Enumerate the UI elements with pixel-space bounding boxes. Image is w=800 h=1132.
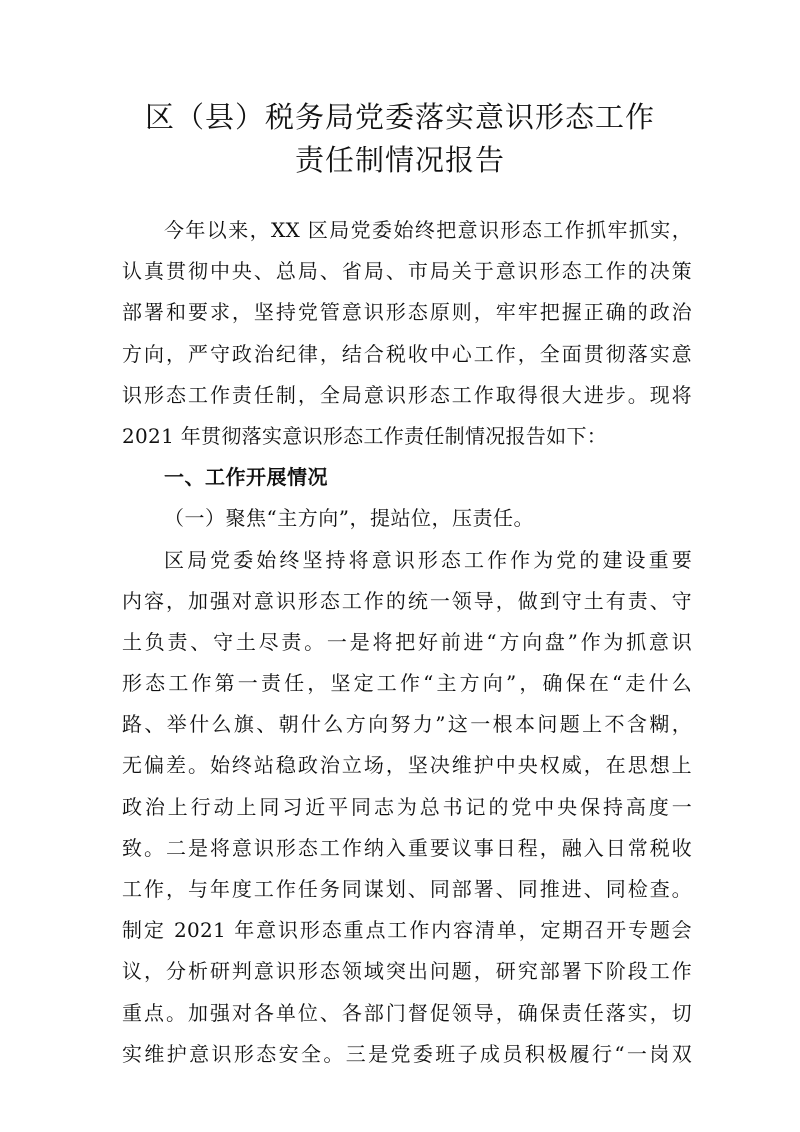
subsection-heading: （一）聚焦“主方向”，提站位，压责任。: [164, 506, 534, 531]
paragraph-line: 路、举什么旗、朝什么方向努力”这一根本问题上不含糊，: [122, 712, 692, 737]
paragraph-line: 重点。加强对各单位、各部门督促领导，确保责任落实，切: [122, 1000, 692, 1025]
paragraph-line: 政治上行动上同习近平同志为总书记的党中央保持高度一: [122, 794, 692, 819]
intro-line: 识形态工作责任制，全局意识形态工作取得很大进步。现将: [122, 382, 692, 407]
paragraph-line: 内容，加强对意识形态工作的统一领导，做到守土有责、守: [122, 588, 692, 613]
paragraph-line: 致。二是将意识形态工作纳入重要议事日程，融入日常税收: [122, 835, 692, 860]
intro-line: 今年以来，XX 区局党委始终把意识形态工作抓牢抓实，: [164, 218, 692, 242]
intro-line: 部署和要求，坚持党管意识形态原则，牢牢把握正确的政治: [122, 300, 692, 325]
paragraph-line: 工作，与年度工作任务同谋划、同部署、同推进、同检查。: [122, 877, 692, 901]
report-title-line-2: 责任制情况报告: [294, 143, 505, 177]
intro-line: 认真贯彻中央、总局、省局、市局关于意识形态工作的决策: [122, 259, 692, 284]
paragraph-line: 土负责、守土尽责。一是将把好前进“方向盘”作为抓意识: [122, 629, 692, 654]
paragraph-line: 实维护意识形态安全。三是党委班子成员积极履行“一岗双: [122, 1041, 692, 1066]
paragraph-line: 区局党委始终坚持将意识形态工作作为党的建设重要: [164, 547, 692, 572]
intro-line: 2021 年贯彻落实意识形态工作责任制情况报告如下：: [122, 423, 608, 448]
paragraph-line: 制定 2021 年意识形态重点工作内容清单，定期召开专题会: [122, 918, 692, 943]
paragraph-line: 议，分析研判意识形态领域突出问题，研究部署下阶段工作: [122, 959, 692, 984]
paragraph-line: 形态工作第一责任，坚定工作“主方向”，确保在“走什么: [122, 671, 692, 696]
intro-line: 方向，严守政治纪律，结合税收中心工作，全面贯彻落实意: [122, 341, 692, 366]
report-title-line-1: 区（县）税务局党委落实意识形态工作: [144, 100, 655, 134]
document-body: [122, 210, 692, 1075]
paragraph-line: 无偏差。始终站稳政治立场，坚决维护中央权威，在思想上: [122, 753, 692, 778]
section-heading: 一、工作开展情况: [164, 465, 328, 490]
